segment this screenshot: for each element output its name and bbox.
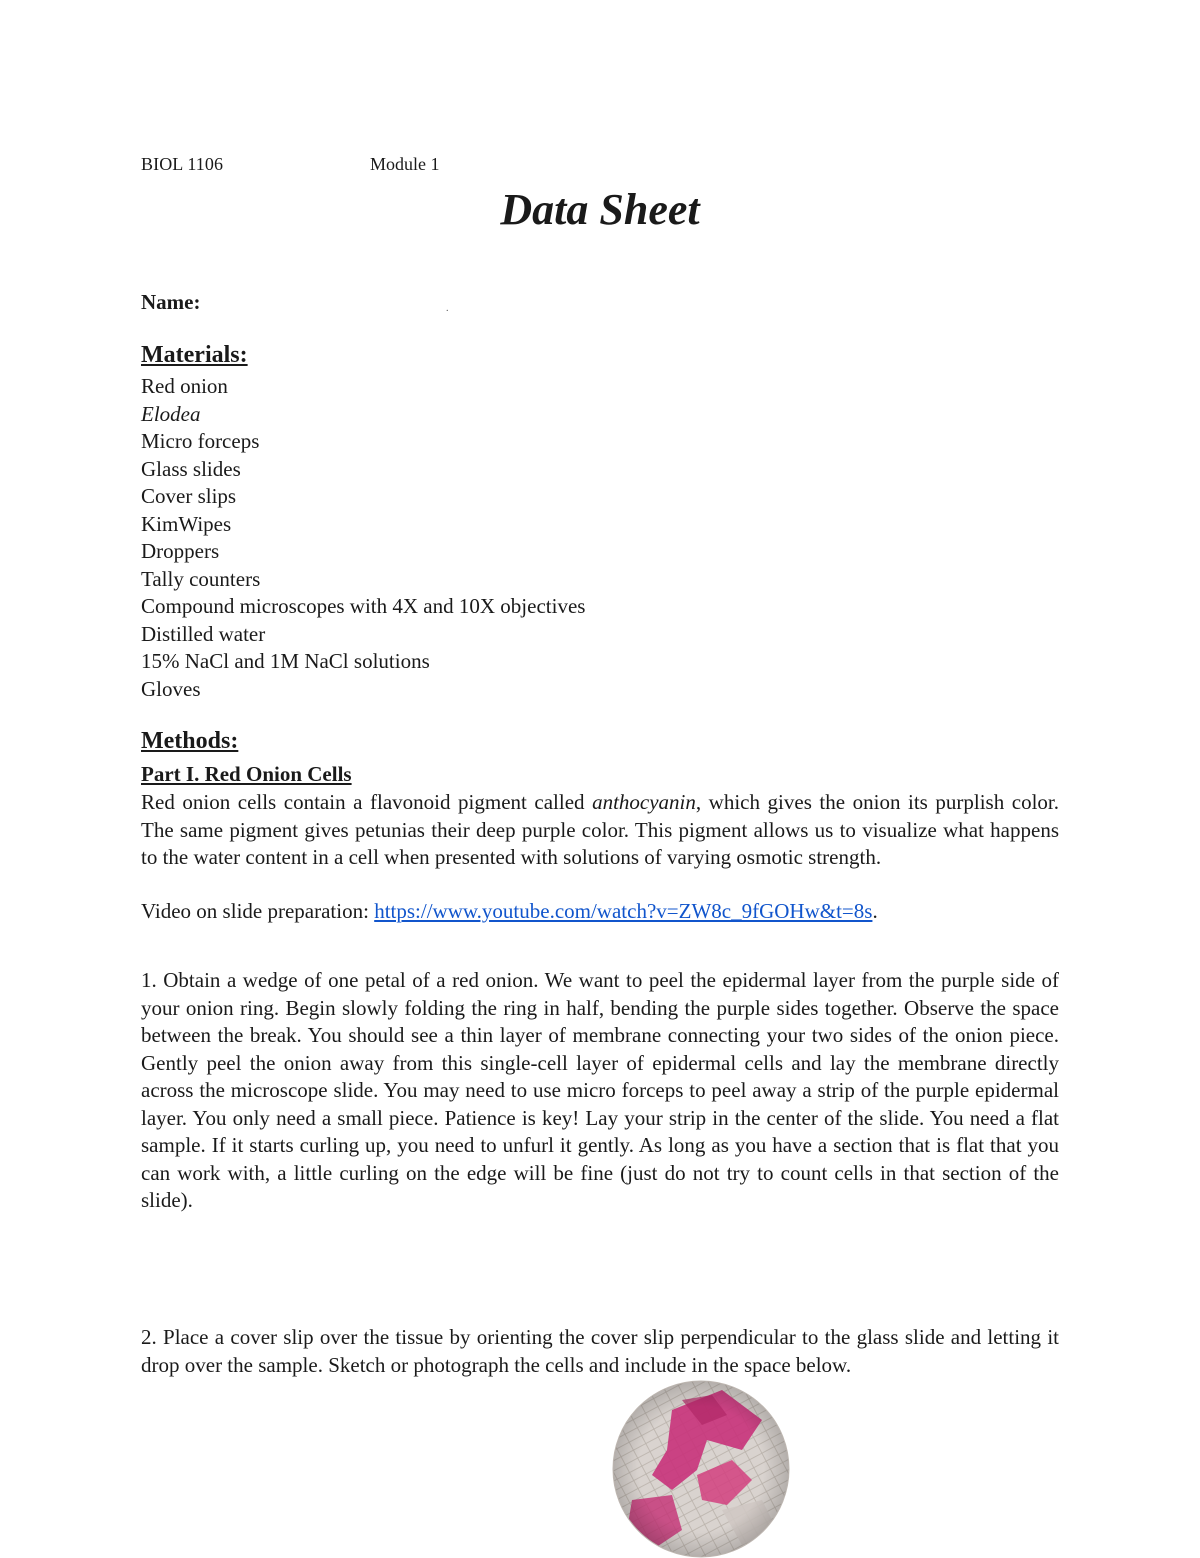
material-item: KimWipes [141, 511, 232, 536]
name-label: Name: [141, 290, 201, 314]
video-line [141, 898, 878, 926]
material-item: Glass slides [141, 456, 241, 481]
module-label: Module 1 [370, 154, 440, 174]
material-item: 15% NaCl and 1M NaCl solutions [141, 649, 430, 673]
intro-text-end: , which gives the onion its purplish color. The same pigment gives petunias their deep purple color. This pigment allows us to visualize what happens to the water content in a cell when presented with solutions of varying osmotic strength. [141, 790, 1060, 869]
document-title: Data Sheet [500, 185, 700, 234]
material-item: Droppers [141, 539, 220, 563]
intro-paragraph [141, 789, 1059, 872]
anthocyanin-term: anthocyanin [592, 790, 696, 814]
video-period: . [872, 899, 878, 923]
material-item: Elodea [141, 401, 201, 426]
material-item: Red onion [141, 374, 228, 398]
onion-cells-micrograph [612, 1380, 790, 1558]
materials-heading: Materials: [141, 342, 248, 368]
material-item: Gloves [141, 676, 201, 701]
video-label: Video on slide preparation: [141, 899, 375, 923]
material-item: Cover slips [141, 484, 237, 508]
course-code: BIOL 1106 [141, 154, 224, 174]
part1-heading: Part I. Red Onion Cells [141, 762, 352, 786]
material-item: Tally counters [141, 566, 261, 591]
materials-list [141, 373, 585, 703]
step-2-paragraph: 2. Place a cover slip over the tissue by orienting the cover slip perpendicular to the glass slide and letting it drop over the sample. Sketch or photograph the cells and include in the space below. [141, 1325, 1059, 1377]
intro-text-start: Red onion cells contain a flavonoid pigment called [141, 790, 593, 814]
material-item: Micro forceps [141, 429, 260, 453]
name-field-mark: . [446, 303, 449, 314]
material-item: Compound microscopes with 4X and 10X objectives [141, 594, 586, 618]
material-item: Distilled water [141, 621, 266, 646]
methods-heading: Methods: [141, 728, 239, 754]
step-1-paragraph: 1. Obtain a wedge of one petal of a red onion. We want to peel the epidermal layer from the purple side of your onion ring. Begin slowly folding the ring in half, bending the purple sides together. Observe the space between the break. You should see a thin layer of membrane connecting your two sides of the onion piece. Gently peel the onion away from this single-cell layer of epidermal cells and lay the membrane directly across the microscope slide. You may need to use micro forceps to peel away a strip of the purple epidermal layer. You only need a small piece. Patience is key! Lay your strip in the center of the slide. You need a flat sample. If it starts curling up, you need to unfurl it gently. As long as you have a section that is flat that you can work with, a little curling on the edge will be fine (just do not try to count cells in that section of the slide). [141, 968, 1059, 1212]
video-link[interactable]: https://www.youtube.com/watch?v=ZW8c_9fGOHw&t=8s [374, 899, 873, 923]
